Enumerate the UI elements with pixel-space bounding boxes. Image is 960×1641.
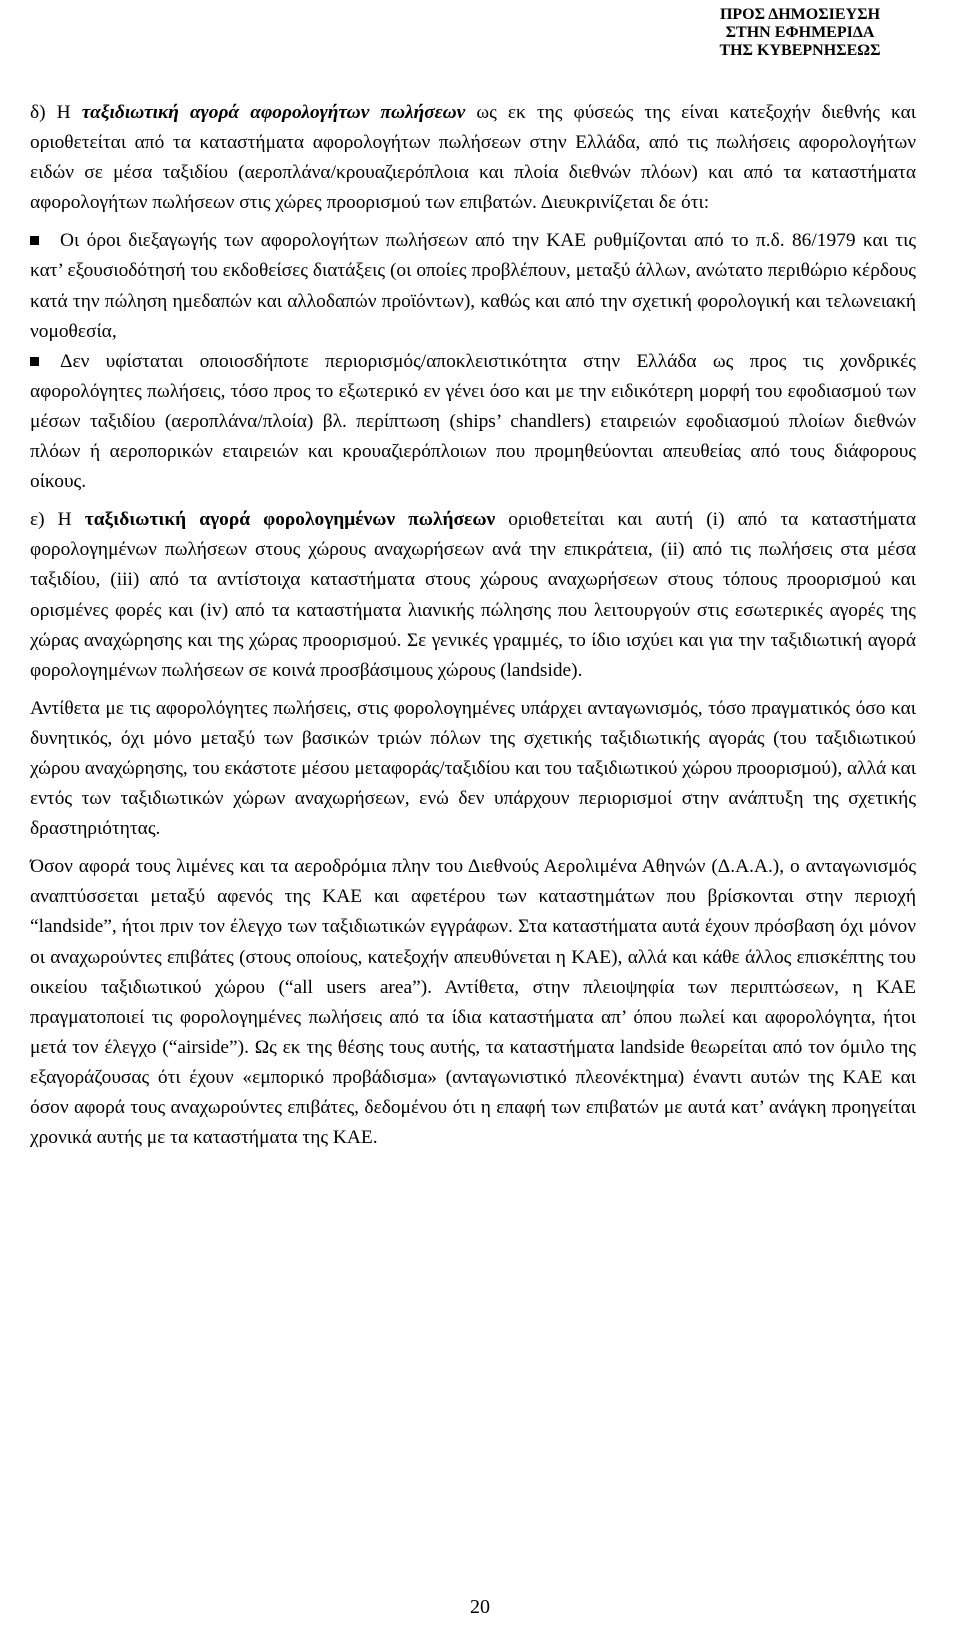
list-item-text: Οι όροι διεξαγωγής των αφορολογήτων πωλήσεων από την ΚΑΕ ρυθμίζονται από το π.δ. 86/1979 και τις κατ’ εξουσιοδότησή του εκδοθείσες διατάξεις (οι οποίες προβλέπουν, μεταξύ άλλων, ανώτατο περιθώριο κέρδους κατά την πώληση ημεδαπών και αλλοδαπών προϊόντων), καθώς και από την σχετική φορολογική και τελωνειακή νομοθεσία, bbox=[30, 230, 916, 342]
list-item bbox=[30, 226, 916, 346]
section-d-prefix: δ) Η bbox=[30, 102, 82, 123]
section-e-term: ταξιδιωτική αγορά φορολογημένων πωλήσεων bbox=[84, 509, 496, 531]
header-line: ΠΡΟΣ ΔΗΜΟΣΙΕΥΣΗ bbox=[719, 6, 881, 23]
section-e-paragraph bbox=[30, 505, 916, 686]
page-number: 20 bbox=[470, 1596, 490, 1618]
ports-paragraph: Όσον αφορά τους λιμένες και τα αεροδρόμια πλην του Διεθνούς Αερολιμένα Αθηνών (Δ.Α.Α.), ο ανταγωνισμός αναπτύσσεται μεταξύ αφενός της ΚΑΕ και αφετέρου των καταστημάτων που βρίσκονται στην περιοχή “landside”, ήτοι πριν τον έλεγχο των ταξιδιωτικών εγγράφων. Στα καταστήματα αυτά έχουν πρόσβαση όχι μόνον οι αναχωρούντες επιβάτες (στους οποίους, κατεξοχήν απευθύνεται η ΚΑΕ), αλλά και κάθε άλλος επισκέπτης του οικείου ταξιδιωτικού χώρου (“all users area”). Αντίθετα, στην πλειοψηφία των περιπτώσεων, η ΚΑΕ πραγματοποιεί τις φορολογημένες πωλήσεις από τα ίδια καταστήματα απ’ όπου πωλεί και αφορολόγητα, ήτοι μετά τον έλεγχο (“airside”). Ως εκ της θέσης τους αυτής, τα καταστήματα landside θεωρείται από τον όμιλο της εξαγοράζουσας ότι έχουν «εμπορικό προβάδισμα» (ανταγωνιστικό πλεονέκτημα) έναντι αυτών της ΚΑΕ και όσον αφορά τους αναχωρούντες επιβάτες, δεδομένου ότι η επαφή των επιβατών με αυτά κατ’ ανάγκη προηγείται χρονικά αυτής με τα καταστήματα της ΚΑΕ. bbox=[30, 856, 916, 1149]
section-e-text: οριοθετείται και αυτή (i) από τα καταστήματα φορολογημένων πωλήσεων στους χώρους αναχωρήσεων ανά την επικράτεια, (ii) από τις πωλήσεις στα μέσα ταξιδίου, (iii) από τα αντίστοιχα καταστήματα στους χώρους αναχωρήσεων στους τόπους προορισμού και ορισμένες φορές και (iv) από τα καταστήματα λιανικής πώλησης που λειτουργούν στις εσωτερικές αγορές της χώρας αναχώρησης και της χώρας προορισμού. Σε γενικές γραμμές, το ίδιο ισχύει και για την ταξιδιωτική αγορά φορολογημένων πωλήσεων σε κοινά προσβάσιμους χώρους (landside). bbox=[30, 509, 916, 681]
section-d-paragraph bbox=[30, 98, 916, 218]
section-d-bullet-list bbox=[30, 226, 916, 497]
publication-header bbox=[680, 6, 920, 60]
header-line: ΣΤΗΝ ΕΦΗΜΕΡΙΔΑ bbox=[725, 24, 875, 41]
square-bullet-icon bbox=[30, 357, 39, 366]
list-item-text: Δεν υφίσταται οποιοσδήποτε περιορισμός/αποκλειστικότητα στην Ελλάδα ως προς τις χονδρικές αφορολόγητες πωλήσεις, τόσο προς το εξωτερικό εν γένει όσο και με την ειδικότερη μορφή του εφοδιασμού των μέσων ταξιδίου (αεροπλάνα/πλοία) βλ. περίπτωση (ships’ chandlers) εταιρειών εφοδιασμού πλοίων διεθνών πλόων ή αεροπορικών εταιρειών και κρουαζιερόπλοιων που προμηθεύονται απευθείας από τους διάφορους οίκους. bbox=[30, 350, 916, 493]
section-d-text: ως εκ της φύσεώς της είναι κατεξοχήν διεθνής και οριοθετείται από τα καταστήματα αφορολογήτων πωλήσεων στην Ελλάδα, από τις πωλήσεις αφορολογήτων ειδών σε μέσα ταξιδίου (αεροπλάνα/κρουαζιερόπλοια και πλοία διεθνών πλόων) και από τα καταστήματα αφορολογήτων πωλήσεων στις χώρες προορισμού των επιβατών. Διευκρινίζεται δε ότι: bbox=[30, 102, 916, 214]
header-line: ΤΗΣ ΚΥΒΕΡΝΗΣΕΩΣ bbox=[719, 42, 881, 59]
section-d-term: ταξιδιωτική αγορά αφορολογήτων πωλήσεων bbox=[81, 102, 466, 123]
section-e-prefix: ε) Η bbox=[30, 509, 85, 531]
square-bullet-icon bbox=[30, 236, 39, 245]
document-body bbox=[30, 98, 916, 1153]
list-item bbox=[30, 347, 916, 497]
contrast-paragraph: Αντίθετα με τις αφορολόγητες πωλήσεις, στις φορολογημένες υπάρχει ανταγωνισμός, τόσο πραγματικός όσο και δυνητικός, όχι μόνο μεταξύ των βασικών τριών πόλων της σχετικής ταξιδιωτικής αγοράς (του ταξιδιωτικού χώρου αναχώρησης, του εκάστοτε μέσου μεταφοράς/ταξιδίου και του ταξιδιωτικού χώρου προορισμού), αλλά και εντός των ταξιδιωτικών χώρων αναχωρήσεων, ενώ δεν υπάρχουν περιορισμοί στην ανάπτυξη της σχετικής δραστηριότητας. bbox=[30, 697, 916, 840]
